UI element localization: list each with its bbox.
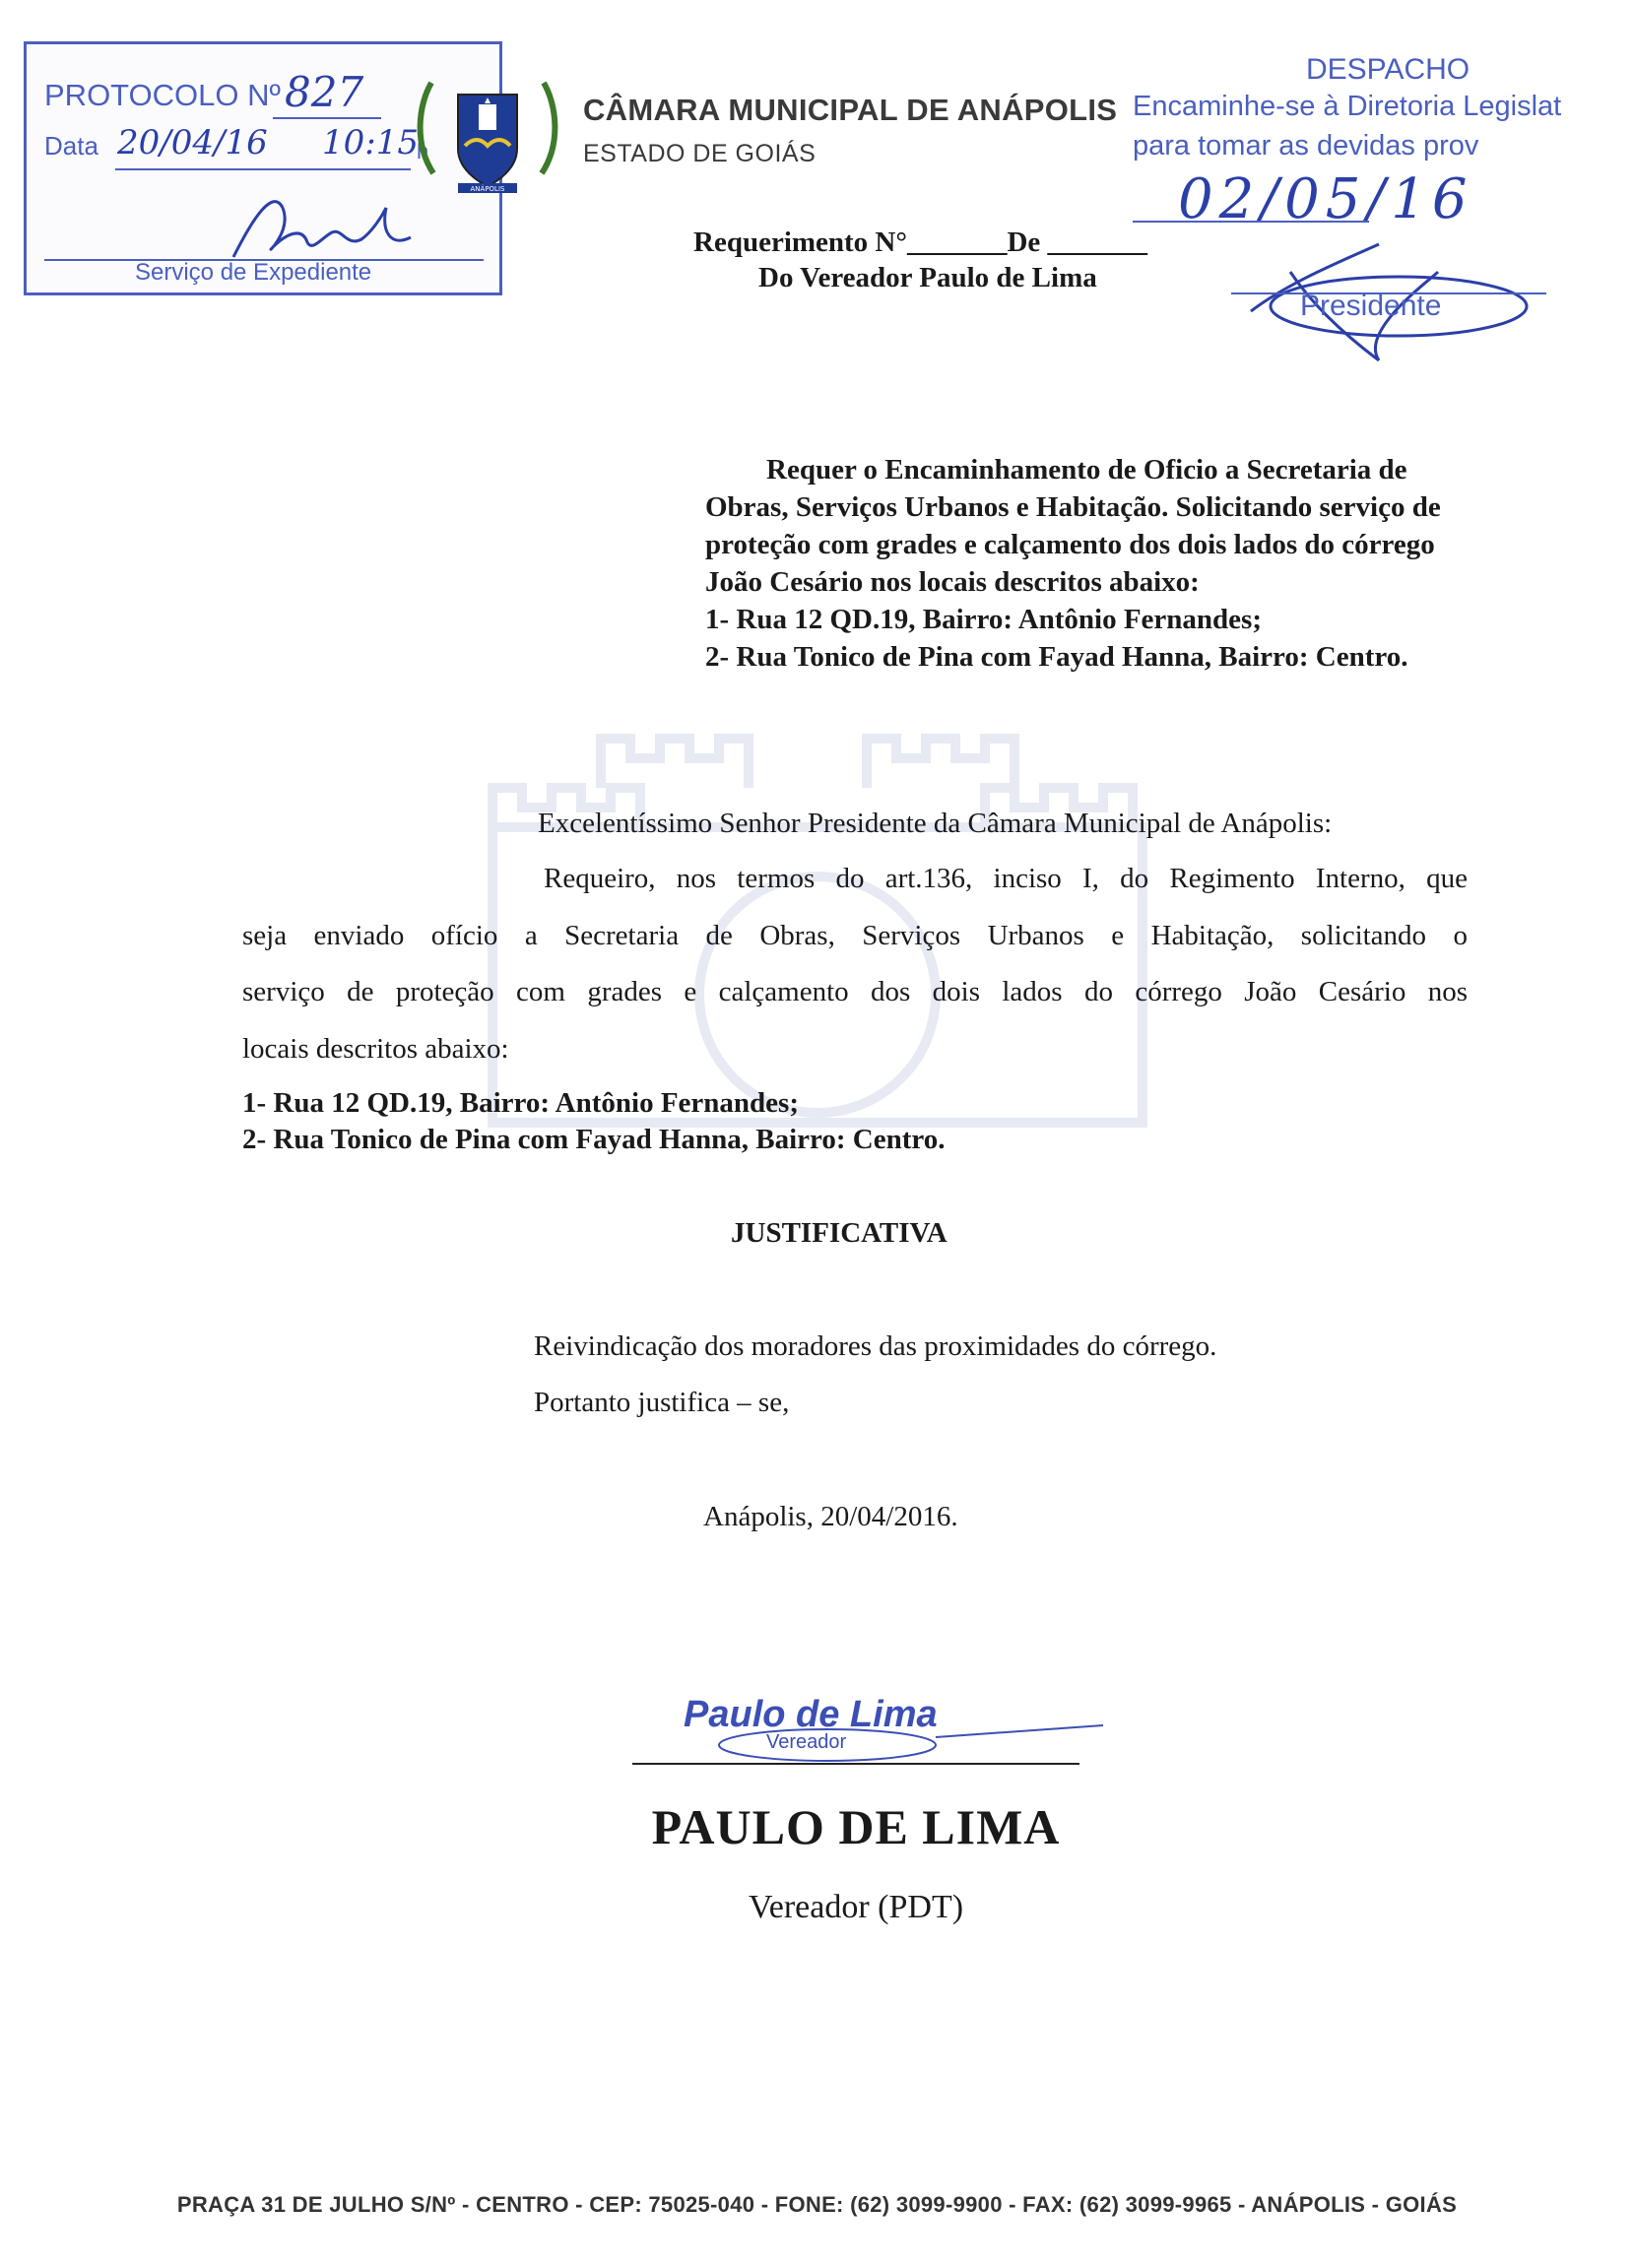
protocol-number: 827 (285, 68, 364, 116)
summary-item-2: 2- Rua Tonico de Pina com Fayad Hanna, Bairro: Centro. (705, 641, 1408, 673)
protocol-time: 10:15 (322, 123, 419, 162)
justification-line-2: Portanto justifica – se, (534, 1387, 790, 1418)
despacho-line1: Encaminhe-se à Diretoria Legislat (1133, 91, 1562, 122)
page-footer-address: PRAÇA 31 DE JULHO S/Nº - CENTRO - CEP: 75025-040 - FONE: (62) 3099-9900 - FAX: (62) 3099-9965 - ANÁPOLIS - GOIÁS (176, 2192, 1458, 2217)
signature-line (632, 1763, 1079, 1765)
time-suffix: h (417, 139, 429, 163)
protocol-footer: Serviço de Expediente (135, 259, 372, 286)
coat-label: ANÁPOLIS (470, 185, 505, 193)
justification-heading: JUSTIFICATIVA (731, 1217, 948, 1249)
body-line-4: locais descritos abaixo: (242, 1033, 509, 1065)
summary-item-1: 1- Rua 12 QD.19, Bairro: Antônio Fernandes; (705, 604, 1262, 635)
summary-text: Requer o Encaminhamento de Oficio a Secretaria de Obras, Serviços Urbanos e Habitação. Solicitando serviço de proteção com grades e calçamento dos dois lados do córrego João Cesário nos locais descritos abaixo: (705, 454, 1441, 598)
institution-subtitle: ESTADO DE GOIÁS (583, 140, 817, 167)
number-underline (273, 117, 381, 119)
date-underline (115, 168, 411, 170)
body-line-3: serviço de proteção com grades e calçamento dos dois lados do córrego João Cesário nos (242, 976, 1468, 1007)
despacho-line2: para tomar as devidas prov (1133, 130, 1479, 162)
signer-name: PAULO DE LIMA (651, 1799, 1061, 1854)
salutation: Excelentíssimo Senhor Presidente da Câmara Municipal de Anápolis: (538, 808, 1333, 839)
summary-block (705, 451, 1473, 676)
institution-title: CÂMARA MUNICIPAL DE ANÁPOLIS (583, 93, 1118, 127)
despacho-title: DESPACHO (1306, 53, 1471, 86)
body-item-1: 1- Rua 12 QD.19, Bairro: Antônio Fernandes; (242, 1087, 799, 1119)
protocol-date: 20/04/16 (117, 123, 268, 162)
signature-stamp-name: Paulo de Lima (684, 1694, 938, 1735)
coat-of-arms-icon (414, 65, 561, 203)
body-item-2: 2- Rua Tonico de Pina com Fayad Hanna, Bairro: Centro. (242, 1124, 946, 1155)
protocol-label: PROTOCOLO Nº (44, 78, 281, 112)
request-author-line: Do Vereador Paulo de Lima (758, 262, 1097, 293)
body-line-2: seja enviado ofício a Secretaria de Obras, Serviços Urbanos e Habitação, solicitando o (242, 920, 1468, 951)
request-number-line: Requerimento N°_______De _______ (693, 227, 1148, 258)
despacho-signature-label: Presidente (1300, 290, 1442, 322)
signer-role: Vereador (PDT) (748, 1889, 964, 1925)
date-label: Data (44, 131, 98, 161)
justification-line-1: Reivindicação dos moradores das proximidades do córrego. (534, 1330, 1217, 1362)
despacho-date: 02/05/16 (1178, 167, 1473, 231)
signature-stamp-role: Vereador (766, 1731, 847, 1753)
body-line-1: Requeiro, nos termos do art.136, inciso I, do Regimento Interno, que (544, 863, 1468, 894)
date-line: Anápolis, 20/04/2016. (703, 1501, 958, 1532)
